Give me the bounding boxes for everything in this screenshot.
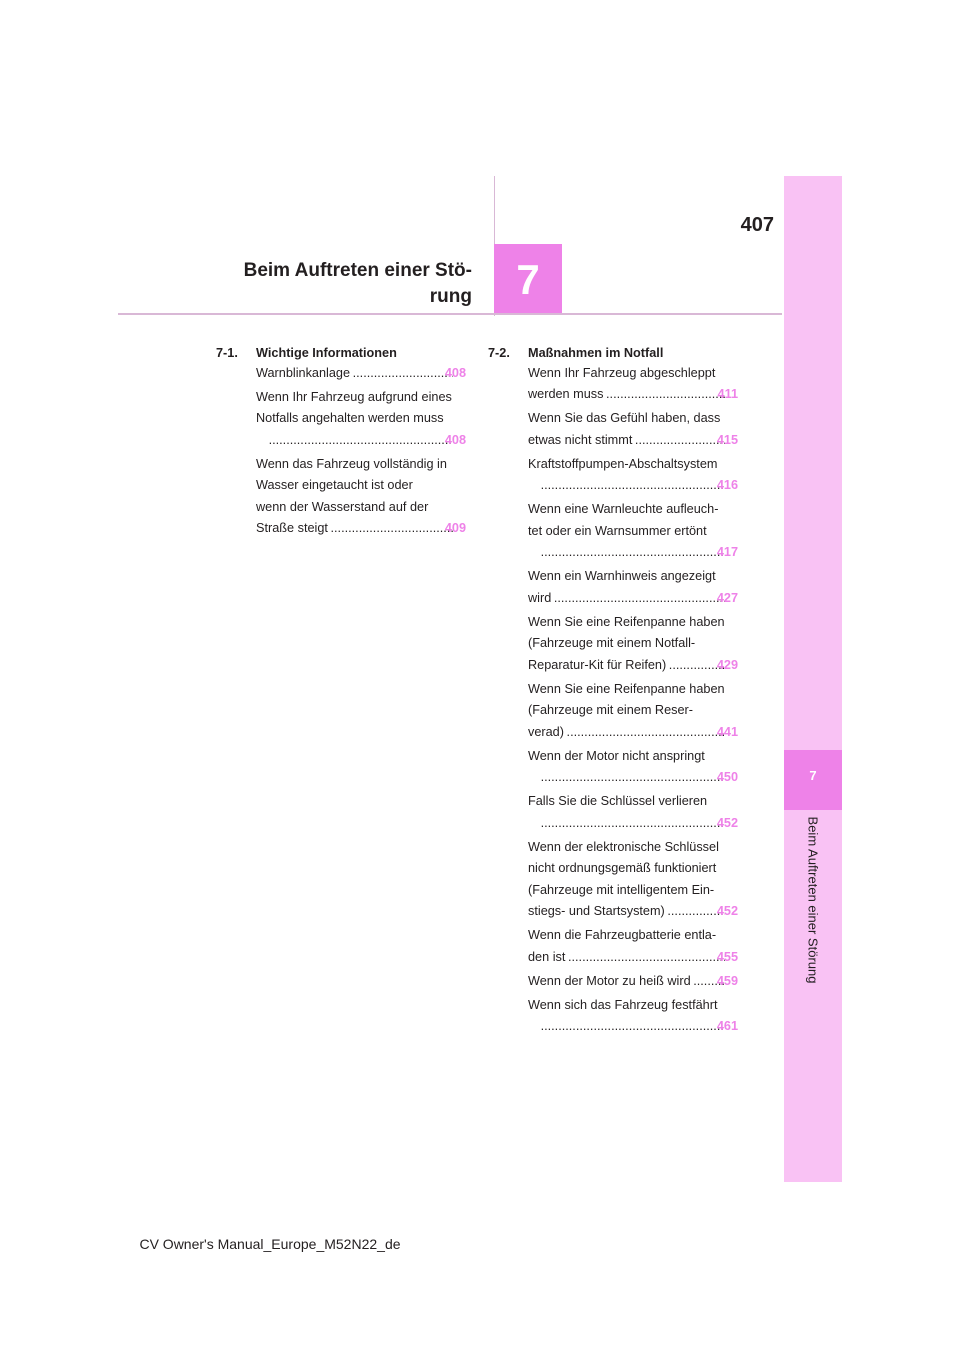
toc-entry-text: werden muss [528, 387, 604, 401]
toc-entry-text: Wenn Ihr Fahrzeug aufgrund eines [256, 389, 452, 404]
toc-entry-last-line [528, 947, 738, 969]
toc-entry-text: den ist [528, 949, 566, 964]
toc-entry-last-line [256, 363, 466, 385]
toc-entry-text: Notfalls angehalten werden muss [256, 411, 444, 425]
toc-entry-last-line [538, 813, 738, 835]
toc-entry-text: verad) [528, 724, 564, 739]
toc-entry-text: Wenn Sie das Gefühl haben, dass [528, 411, 721, 425]
toc-entry-text: Wasser eingetaucht ist oder [256, 478, 413, 492]
toc-entry-text: etwas nicht stimmt [528, 432, 633, 447]
toc-entry-text: Kraftstoffpumpen-Abschaltsystem [528, 456, 718, 471]
toc-entry[interactable] [528, 454, 738, 497]
toc-page-link[interactable]: 408 [444, 365, 466, 380]
toc-entry-text: nicht ordnungsgemäß funktioniert [528, 861, 717, 875]
toc-entry-last-line [266, 430, 466, 452]
toc-entry[interactable] [528, 925, 738, 968]
toc-entry-last-line [528, 588, 738, 610]
toc-entry-last-line [538, 767, 738, 789]
toc-page-link[interactable]: 452 [716, 904, 738, 918]
toc-entry-text: Wenn das Fahrzeug vollständig in [256, 456, 447, 471]
toc-entry[interactable] [528, 791, 738, 834]
toc-entry-text: wird [528, 590, 552, 605]
toc-entry[interactable] [528, 679, 738, 744]
chapter-title-line: Beim Auftreten einer Stö- [243, 260, 472, 281]
dot-leader [540, 475, 725, 497]
dot-leader [566, 722, 725, 744]
dot-leader [553, 588, 725, 610]
side-chapter-label: Beim Auftreten einer Störung [805, 816, 821, 984]
toc-entry[interactable] [528, 746, 738, 789]
dot-leader [268, 430, 453, 452]
toc-entry-text: tet oder ein Warnsummer ertönt [528, 523, 707, 538]
toc-page-link[interactable]: 408 [444, 432, 466, 447]
toc-page-link[interactable]: 427 [716, 590, 738, 605]
toc-entry-text: Reparatur-Kit für Reifen) [528, 657, 667, 672]
dot-leader [634, 430, 724, 452]
toc-page-link[interactable]: 415 [716, 432, 738, 447]
toc-entry[interactable] [256, 454, 466, 540]
toc-page-link[interactable]: 450 [716, 770, 738, 784]
toc-entry[interactable] [528, 408, 738, 451]
chapter-number: 7 [516, 256, 540, 303]
dot-leader [540, 542, 725, 564]
toc-entry-text: Wenn der Motor nicht anspringt [528, 748, 705, 763]
dot-leader [330, 518, 453, 540]
chapter-title [150, 258, 472, 310]
toc-entry-text: (Fahrzeuge mit einem Reser- [528, 703, 693, 717]
side-chapter-number: 7 [809, 768, 817, 783]
toc-page-link[interactable]: 452 [716, 815, 738, 830]
toc-entry-text: Wenn eine Warnleuchte aufleuch- [528, 502, 719, 516]
toc-section-7-2 [488, 346, 738, 1038]
toc-section-7-1 [216, 346, 466, 540]
toc-page-link[interactable]: 455 [716, 949, 738, 964]
toc-entry[interactable] [256, 387, 466, 452]
dot-leader [540, 813, 725, 835]
toc-entry-text: Wenn Sie eine Reifenpanne haben [528, 614, 725, 629]
dot-leader [567, 947, 724, 969]
dot-leader [605, 384, 725, 406]
toc-entry-text: Wenn der elektronische Schlüssel [528, 839, 719, 854]
chapter-title-line: rung [429, 286, 472, 307]
toc-page-link[interactable]: 416 [716, 478, 738, 492]
toc-page-link[interactable]: 429 [716, 657, 738, 672]
toc-entry-text: (Fahrzeuge mit intelligentem Ein- [528, 882, 715, 897]
toc-page-link[interactable]: 459 [716, 973, 738, 988]
page-number: 407 [740, 214, 774, 236]
toc-entry-last-line [256, 518, 466, 540]
toc-entry-text: wenn der Wasserstand auf der [256, 499, 429, 514]
toc-entry-text: (Fahrzeuge mit einem Notfall- [528, 636, 696, 650]
toc-entry-text: Straße steigt [256, 521, 328, 535]
toc-entry[interactable] [528, 995, 738, 1038]
toc-entry-text: Wenn die Fahrzeugbatterie entla- [528, 928, 717, 942]
toc-entry-last-line [528, 430, 738, 452]
toc-entry-last-line [528, 655, 738, 677]
toc-entry-text: stiegs- und Startsystem) [528, 904, 665, 918]
toc-entry[interactable] [528, 566, 738, 609]
section-heading [488, 346, 738, 360]
toc-page-link[interactable]: 411 [717, 387, 738, 401]
toc-page-link[interactable]: 409 [444, 521, 466, 535]
toc-entry-last-line [528, 901, 738, 923]
toc-entry-text: Wenn Ihr Fahrzeug abgeschleppt [528, 365, 716, 380]
section-number: 7-1. [216, 346, 238, 360]
side-tab-strip [784, 176, 842, 1182]
section-title: Wichtige Informationen [256, 346, 397, 360]
toc-entry[interactable] [528, 971, 738, 993]
toc-entry[interactable] [528, 612, 738, 677]
toc-entries [528, 363, 738, 1038]
dot-leader [540, 767, 725, 789]
section-title: Maßnahmen im Notfall [528, 346, 664, 360]
toc-page-link[interactable]: 417 [716, 545, 738, 559]
toc-entries [256, 363, 466, 540]
toc-entry-last-line [528, 384, 738, 406]
header-divider-horizontal [118, 313, 782, 315]
dot-leader [540, 1016, 725, 1038]
toc-entry[interactable] [256, 363, 466, 385]
toc-entry[interactable] [528, 499, 738, 564]
section-heading [216, 346, 466, 360]
toc-entry-last-line [528, 722, 738, 744]
toc-entry-text: Wenn ein Warnhinweis angezeigt [528, 569, 716, 583]
toc-entry-last-line [528, 971, 738, 993]
dot-leader [352, 363, 453, 385]
toc-entry-text: Wenn Sie eine Reifenpanne haben [528, 681, 725, 696]
toc-entry-last-line [538, 1016, 738, 1038]
toc-entry-last-line [538, 542, 738, 564]
toc-entry[interactable] [528, 837, 738, 923]
toc-page-link[interactable]: 461 [716, 1019, 738, 1033]
toc-entry-text: Wenn der Motor zu heiß wird [528, 973, 691, 988]
toc-entry[interactable] [528, 363, 738, 406]
footer-manual-id: CV Owner's Manual_Europe_M52N22_de [139, 1236, 401, 1252]
toc-entry-text: Warnblinkanlage [256, 365, 351, 380]
toc-entry-text: Falls Sie die Schlüssel verlieren [528, 794, 708, 808]
toc-entry-text: Wenn sich das Fahrzeug festfährt [528, 997, 718, 1012]
section-number: 7-2. [488, 346, 510, 360]
toc-page-link[interactable]: 441 [716, 724, 738, 739]
toc-entry-last-line [538, 475, 738, 497]
